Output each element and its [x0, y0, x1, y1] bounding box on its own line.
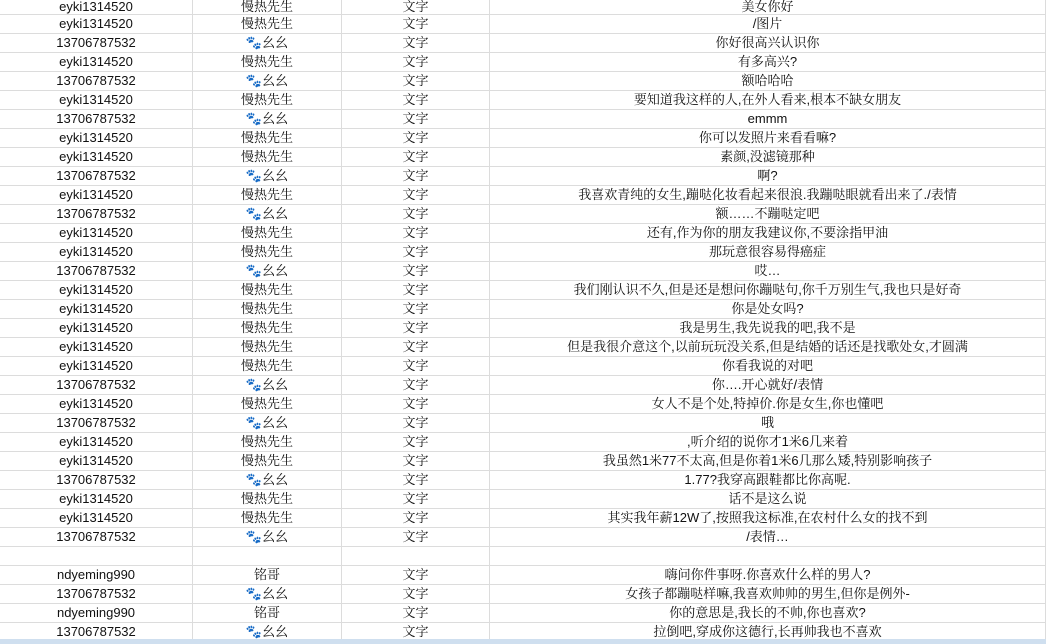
cell-message[interactable]: 哎…: [490, 262, 1046, 280]
cell-nickname[interactable]: 慢热先生: [193, 91, 342, 109]
cell-msg-type[interactable]: 文字: [342, 566, 490, 584]
cell-msg-type[interactable]: 文字: [342, 604, 490, 622]
table-row: [0, 110, 1046, 129]
cell-msg-type[interactable]: [342, 547, 490, 565]
cell-account-id[interactable]: eyki1314520: [0, 338, 193, 356]
cell-nickname[interactable]: 🐾幺幺: [193, 528, 342, 546]
cell-account-id[interactable]: 13706787532: [0, 167, 193, 185]
cell-message[interactable]: 话不是这么说: [490, 490, 1046, 508]
cell-msg-type[interactable]: 文字: [342, 585, 490, 603]
cell-nickname[interactable]: 🐾幺幺: [193, 167, 342, 185]
cell-account-id[interactable]: 13706787532: [0, 205, 193, 223]
table-row: [0, 243, 1046, 262]
cell-msg-type[interactable]: 文字: [342, 148, 490, 166]
cell-nickname[interactable]: 慢热先生: [193, 186, 342, 204]
table-row: [0, 319, 1046, 338]
cell-message[interactable]: 要知道我这样的人,在外人看来,根本不缺女朋友: [490, 91, 1046, 109]
cell-message[interactable]: 我是男生,我先说我的吧,我不是: [490, 319, 1046, 337]
table-row: [0, 395, 1046, 414]
cell-msg-type[interactable]: 文字: [342, 53, 490, 71]
cell-msg-type[interactable]: 文字: [342, 205, 490, 223]
cell-nickname[interactable]: 慢热先生: [193, 53, 342, 71]
table-row: [0, 281, 1046, 300]
cell-message[interactable]: /图片: [490, 15, 1046, 33]
cell-msg-type[interactable]: 文字: [342, 15, 490, 33]
cell-account-id[interactable]: eyki1314520: [0, 300, 193, 318]
table-row: [0, 528, 1046, 547]
table-row: [0, 414, 1046, 433]
cell-account-id[interactable]: 13706787532: [0, 72, 193, 90]
table-row: [0, 509, 1046, 528]
table-row: [0, 224, 1046, 243]
cell-message[interactable]: 其实我年薪12W了,按照我这标准,在农村什么女的找不到: [490, 509, 1046, 527]
table-row: [0, 566, 1046, 585]
cell-account-id[interactable]: 13706787532: [0, 34, 193, 52]
table-row: [0, 0, 1046, 15]
cell-account-id[interactable]: ndyeming990: [0, 604, 193, 622]
cell-account-id[interactable]: [0, 547, 193, 565]
cell-account-id[interactable]: eyki1314520: [0, 148, 193, 166]
cell-nickname[interactable]: 🐾幺幺: [193, 34, 342, 52]
cell-nickname[interactable]: 铭哥: [193, 566, 342, 584]
cell-account-id[interactable]: eyki1314520: [0, 509, 193, 527]
cell-msg-type[interactable]: 文字: [342, 300, 490, 318]
cell-nickname[interactable]: 慢热先生: [193, 490, 342, 508]
cell-msg-type[interactable]: 文字: [342, 528, 490, 546]
cell-message[interactable]: 额哈哈哈: [490, 72, 1046, 90]
cell-message[interactable]: 我们刚认识不久,但是还是想问你蹦哒句,你千万别生气,我也只是好奇: [490, 281, 1046, 299]
cell-message[interactable]: 你是处女吗?: [490, 300, 1046, 318]
cell-nickname[interactable]: 🐾幺幺: [193, 72, 342, 90]
table-row: [0, 167, 1046, 186]
cell-nickname[interactable]: 🐾幺幺: [193, 110, 342, 128]
cell-msg-type[interactable]: 文字: [342, 509, 490, 527]
cell-msg-type[interactable]: 文字: [342, 186, 490, 204]
cell-msg-type[interactable]: 文字: [342, 433, 490, 451]
cell-message[interactable]: 女孩子都蹦哒样嘛,我喜欢帅帅的男生,但你是例外-: [490, 585, 1046, 603]
cell-account-id[interactable]: eyki1314520: [0, 452, 193, 470]
cell-message[interactable]: 我喜欢青纯的女生,蹦哒化妆看起来很浪.我蹦哒眼就看出来了./表情: [490, 186, 1046, 204]
cell-account-id[interactable]: 13706787532: [0, 528, 193, 546]
cell-account-id[interactable]: ndyeming990: [0, 566, 193, 584]
cell-msg-type[interactable]: 文字: [342, 72, 490, 90]
cell-message[interactable]: 我虽然1米77不太高,但是你着1米6几那么矮,特别影响孩子: [490, 452, 1046, 470]
table-row: [0, 53, 1046, 72]
cell-message[interactable]: emmm: [490, 110, 1046, 128]
cell-account-id[interactable]: eyki1314520: [0, 490, 193, 508]
cell-account-id[interactable]: 13706787532: [0, 414, 193, 432]
cell-account-id[interactable]: 13706787532: [0, 471, 193, 489]
cell-msg-type[interactable]: 文字: [342, 623, 490, 641]
cell-nickname[interactable]: 慢热先生: [193, 300, 342, 318]
cell-nickname[interactable]: 慢热先生: [193, 319, 342, 337]
cell-message[interactable]: 拉倒吧,穿成你这德行,长再帅我也不喜欢: [490, 623, 1046, 641]
cell-message[interactable]: 你看我说的对吧: [490, 357, 1046, 375]
cell-msg-type[interactable]: 文字: [342, 395, 490, 413]
table-row: [0, 91, 1046, 110]
table-row: [0, 338, 1046, 357]
cell-message[interactable]: 你可以发照片来看看嘛?: [490, 129, 1046, 147]
cell-account-id[interactable]: eyki1314520: [0, 243, 193, 261]
cell-nickname[interactable]: 🐾幺幺: [193, 376, 342, 394]
cell-account-id[interactable]: eyki1314520: [0, 129, 193, 147]
table-row: [0, 129, 1046, 148]
cell-message[interactable]: 还有,作为你的朋友我建议你,不要涂指甲油: [490, 224, 1046, 242]
cell-nickname[interactable]: 慢热先生: [193, 338, 342, 356]
cell-message[interactable]: 哦: [490, 414, 1046, 432]
selection-bar: [0, 639, 1046, 644]
cell-message[interactable]: 啊?: [490, 167, 1046, 185]
table-row: [0, 433, 1046, 452]
table-row: [0, 490, 1046, 509]
cell-message[interactable]: /表情…: [490, 528, 1046, 546]
table-row: [0, 148, 1046, 167]
cell-nickname[interactable]: 慢热先生: [193, 281, 342, 299]
cell-msg-type[interactable]: 文字: [342, 0, 490, 14]
cell-msg-type[interactable]: 文字: [342, 110, 490, 128]
cell-account-id[interactable]: 13706787532: [0, 110, 193, 128]
cell-nickname[interactable]: 🐾幺幺: [193, 205, 342, 223]
cell-nickname[interactable]: 慢热先生: [193, 433, 342, 451]
cell-msg-type[interactable]: 文字: [342, 471, 490, 489]
cell-message[interactable]: ,听介绍的说你才1米6几来着: [490, 433, 1046, 451]
cell-msg-type[interactable]: 文字: [342, 224, 490, 242]
table-row: [0, 15, 1046, 34]
cell-message[interactable]: 额……不蹦哒定吧: [490, 205, 1046, 223]
cell-account-id[interactable]: 13706787532: [0, 585, 193, 603]
cell-account-id[interactable]: 13706787532: [0, 262, 193, 280]
cell-account-id[interactable]: eyki1314520: [0, 281, 193, 299]
cell-message[interactable]: 嗨问你件事呀.你喜欢什么样的男人?: [490, 566, 1046, 584]
table-row: [0, 300, 1046, 319]
table-row: [0, 205, 1046, 224]
cell-msg-type[interactable]: 文字: [342, 129, 490, 147]
cell-nickname[interactable]: 🐾幺幺: [193, 585, 342, 603]
cell-msg-type[interactable]: 文字: [342, 262, 490, 280]
cell-message[interactable]: 你的意思是,我长的不帅,你也喜欢?: [490, 604, 1046, 622]
cell-message[interactable]: 你好很高兴认识你: [490, 34, 1046, 52]
cell-account-id[interactable]: 13706787532: [0, 623, 193, 641]
cell-account-id[interactable]: eyki1314520: [0, 319, 193, 337]
cell-msg-type[interactable]: 文字: [342, 34, 490, 52]
cell-nickname[interactable]: [193, 547, 342, 565]
cell-nickname[interactable]: 慢热先生: [193, 15, 342, 33]
cell-nickname[interactable]: 慢热先生: [193, 129, 342, 147]
cell-nickname[interactable]: 慢热先生: [193, 148, 342, 166]
cell-message[interactable]: 你….开心就好/表情: [490, 376, 1046, 394]
cell-account-id[interactable]: eyki1314520: [0, 433, 193, 451]
cell-nickname[interactable]: 慢热先生: [193, 509, 342, 527]
cell-message[interactable]: 素颜,没滤镜那种: [490, 148, 1046, 166]
cell-account-id[interactable]: eyki1314520: [0, 91, 193, 109]
cell-message[interactable]: [490, 547, 1046, 565]
cell-message[interactable]: 1.77?我穿高跟鞋都比你高呢.: [490, 471, 1046, 489]
cell-message[interactable]: 女人不是个处,特掉价.你是女生,你也懂吧: [490, 395, 1046, 413]
cell-account-id[interactable]: eyki1314520: [0, 53, 193, 71]
cell-msg-type[interactable]: 文字: [342, 490, 490, 508]
cell-nickname[interactable]: 慢热先生: [193, 224, 342, 242]
cell-msg-type[interactable]: 文字: [342, 91, 490, 109]
cell-msg-type[interactable]: 文字: [342, 414, 490, 432]
cell-account-id[interactable]: 13706787532: [0, 376, 193, 394]
cell-msg-type[interactable]: 文字: [342, 319, 490, 337]
cell-msg-type[interactable]: 文字: [342, 376, 490, 394]
cell-msg-type[interactable]: 文字: [342, 452, 490, 470]
cell-message[interactable]: 但是我很介意这个,以前玩玩没关系,但是结婚的话还是找歌处女,才圆满: [490, 338, 1046, 356]
cell-nickname[interactable]: 🐾幺幺: [193, 623, 342, 641]
cell-msg-type[interactable]: 文字: [342, 281, 490, 299]
cell-nickname[interactable]: 慢热先生: [193, 452, 342, 470]
table-row: [0, 585, 1046, 604]
cell-msg-type[interactable]: 文字: [342, 243, 490, 261]
cell-nickname[interactable]: 🐾幺幺: [193, 262, 342, 280]
table-row: [0, 376, 1046, 395]
table-row: [0, 186, 1046, 205]
cell-account-id[interactable]: eyki1314520: [0, 0, 193, 14]
cell-account-id[interactable]: eyki1314520: [0, 224, 193, 242]
cell-message[interactable]: 那玩意很容易得癌症: [490, 243, 1046, 261]
cell-nickname[interactable]: 铭哥: [193, 604, 342, 622]
table-row: [0, 34, 1046, 53]
cell-nickname[interactable]: 🐾幺幺: [193, 414, 342, 432]
cell-nickname[interactable]: 慢热先生: [193, 357, 342, 375]
cell-message[interactable]: 美女你好: [490, 0, 1046, 14]
cell-account-id[interactable]: eyki1314520: [0, 395, 193, 413]
table-row: [0, 72, 1046, 91]
cell-nickname[interactable]: 慢热先生: [193, 0, 342, 14]
cell-account-id[interactable]: eyki1314520: [0, 186, 193, 204]
table-row: [0, 471, 1046, 490]
table-row: [0, 452, 1046, 471]
table-row: [0, 604, 1046, 623]
cell-msg-type[interactable]: 文字: [342, 167, 490, 185]
cell-msg-type[interactable]: 文字: [342, 357, 490, 375]
cell-account-id[interactable]: eyki1314520: [0, 357, 193, 375]
cell-nickname[interactable]: 🐾幺幺: [193, 471, 342, 489]
table-row: [0, 357, 1046, 376]
table-row: [0, 262, 1046, 281]
cell-nickname[interactable]: 慢热先生: [193, 395, 342, 413]
cell-message[interactable]: 有多高兴?: [490, 53, 1046, 71]
cell-nickname[interactable]: 慢热先生: [193, 243, 342, 261]
cell-msg-type[interactable]: 文字: [342, 338, 490, 356]
table-row: [0, 547, 1046, 566]
cell-account-id[interactable]: eyki1314520: [0, 15, 193, 33]
